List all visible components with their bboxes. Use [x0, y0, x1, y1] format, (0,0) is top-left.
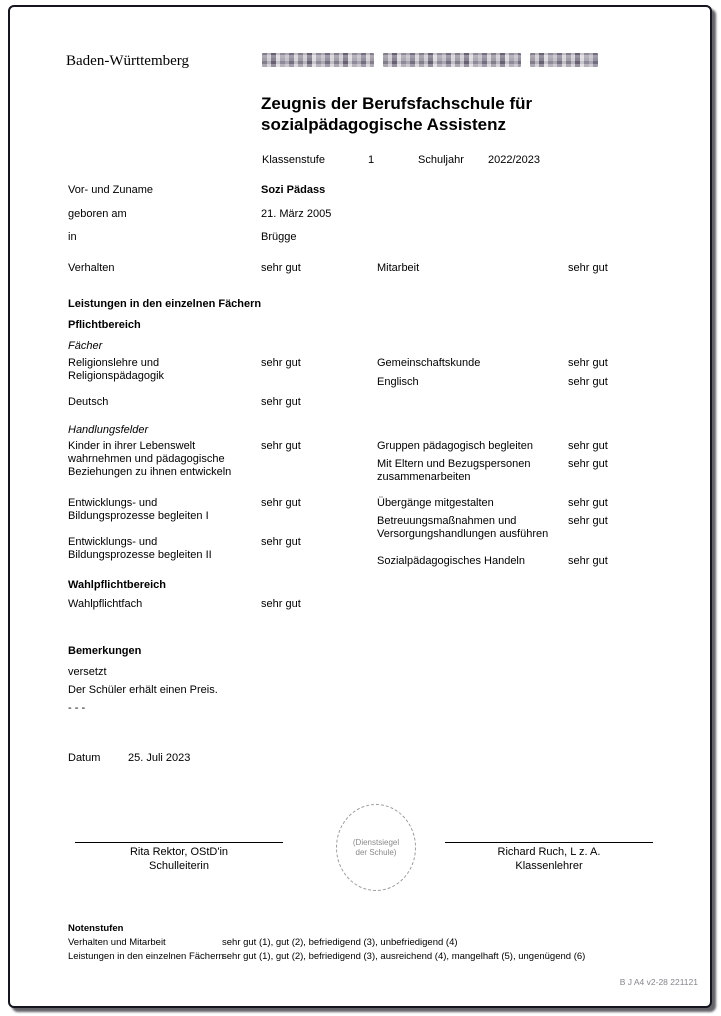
wahlpflichtfach-grade: sehr gut	[261, 598, 301, 610]
subject-grade: sehr gut	[568, 376, 608, 388]
state-name: Baden-Württemberg	[66, 53, 190, 69]
seal-text-line: (Dienstsiegel	[352, 837, 400, 847]
datum-label: Datum	[68, 752, 101, 764]
subject-name: Entwicklungs- und Bildungsprozesse begleiten I	[68, 497, 209, 522]
verhalten-label: Verhalten	[68, 262, 115, 274]
subject-grade: sehr gut	[261, 536, 301, 548]
subject-grade: sehr gut	[568, 458, 608, 470]
subject-grade: sehr gut	[261, 440, 301, 452]
signature-right-role: Klassenlehrer	[515, 860, 583, 872]
wahlpflichtbereich-heading: Wahlpflichtbereich	[68, 579, 166, 591]
redacted-block	[262, 53, 374, 67]
subject-name: Entwicklungs- und Bildungsprozesse begleiten II	[68, 536, 212, 561]
subject-name: Betreuungsmaßnahmen und Versorgungshandlungen ausführen	[377, 515, 549, 540]
wahlpflichtfach-label: Wahlpflichtfach	[68, 598, 143, 610]
notenstufen-heading: Notenstufen	[68, 923, 124, 934]
subject-grade: sehr gut	[568, 357, 608, 369]
klassenstufe-value: 1	[368, 154, 375, 166]
bemerkungen-heading: Bemerkungen	[68, 645, 142, 657]
subject-name: Englisch	[377, 376, 419, 388]
redacted-block	[530, 53, 598, 67]
name-value: Sozi Pädass	[261, 184, 326, 196]
mitarbeit-label: Mitarbeit	[377, 262, 420, 274]
form-version-code: B J A4 v2-28 221121	[619, 977, 698, 987]
birthplace-value: Brügge	[261, 231, 297, 243]
subject-grade: sehr gut	[261, 357, 301, 369]
datum-value: 25. Juli 2023	[128, 752, 191, 764]
handlungsfelder-heading: Handlungsfelder	[68, 424, 149, 436]
leistungen-heading: Leistungen in den einzelnen Fächern	[68, 298, 262, 310]
signature-line-right	[445, 842, 653, 843]
klassenstufe-label: Klassenstufe	[262, 154, 325, 166]
birthdate-label: geboren am	[68, 208, 127, 220]
subject-name: Mit Eltern und Bezugspersonen zusammenarbeiten	[377, 458, 531, 483]
redacted-block	[383, 53, 521, 67]
schuljahr-label: Schuljahr	[418, 154, 464, 166]
notenstufen-row-scale: sehr gut (1), gut (2), befriedigend (3), ausreichend (4), mangelhaft (5), ungenügend (6)	[222, 951, 586, 962]
signature-line-left	[75, 842, 283, 843]
subject-name: Deutsch	[68, 396, 109, 408]
name-label: Vor- und Zuname	[68, 184, 153, 196]
verhalten-grade: sehr gut	[261, 262, 301, 274]
subject-name: Gruppen pädagogisch begleiten	[377, 440, 533, 452]
signature-left-name: Rita Rektor, OStD'in	[129, 846, 229, 858]
subject-grade: sehr gut	[261, 396, 301, 408]
subject-grade: sehr gut	[261, 497, 301, 509]
subject-grade: sehr gut	[568, 555, 608, 567]
subject-grade: sehr gut	[568, 515, 608, 527]
birthdate-value: 21. März 2005	[261, 208, 332, 220]
notenstufen-row-label: Leistungen in den einzelnen Fächern	[68, 951, 224, 962]
subject-grade: sehr gut	[568, 497, 608, 509]
pflichtbereich-heading: Pflichtbereich	[68, 319, 141, 331]
subject-name: Religionslehre und Religionspädagogik	[68, 357, 165, 382]
signature-right-name: Richard Ruch, L z. A.	[497, 846, 601, 858]
seal-text-line: der Schule)	[355, 847, 397, 857]
mitarbeit-grade: sehr gut	[568, 262, 608, 274]
subject-grade: sehr gut	[568, 440, 608, 452]
schuljahr-value: 2022/2023	[488, 154, 540, 166]
bemerkung-line: - - -	[68, 702, 86, 714]
bemerkung-line: versetzt	[68, 666, 107, 678]
document-title: Zeugnis der Berufsfachschule für sozialpädagogische Assistenz	[261, 94, 533, 134]
subject-name: Gemeinschaftskunde	[377, 357, 481, 369]
notenstufen-row-scale: sehr gut (1), gut (2), befriedigend (3), unbefriedigend (4)	[222, 937, 458, 948]
school-seal-placeholder	[336, 804, 416, 891]
signature-left-role: Schulleiterin	[149, 860, 209, 872]
notenstufen-row-label: Verhalten und Mitarbeit	[68, 937, 166, 948]
subject-name: Sozialpädagogisches Handeln	[377, 555, 525, 567]
bemerkung-line: Der Schüler erhält einen Preis.	[68, 684, 218, 696]
subject-name: Kinder in ihrer Lebenswelt wahrnehmen und pädagogische Beziehungen zu ihnen entwickeln	[68, 440, 232, 478]
subject-name: Übergänge mitgestalten	[377, 497, 494, 509]
birthplace-label: in	[68, 231, 77, 243]
faecher-heading: Fächer	[68, 340, 103, 352]
redacted-school-name	[262, 53, 598, 67]
